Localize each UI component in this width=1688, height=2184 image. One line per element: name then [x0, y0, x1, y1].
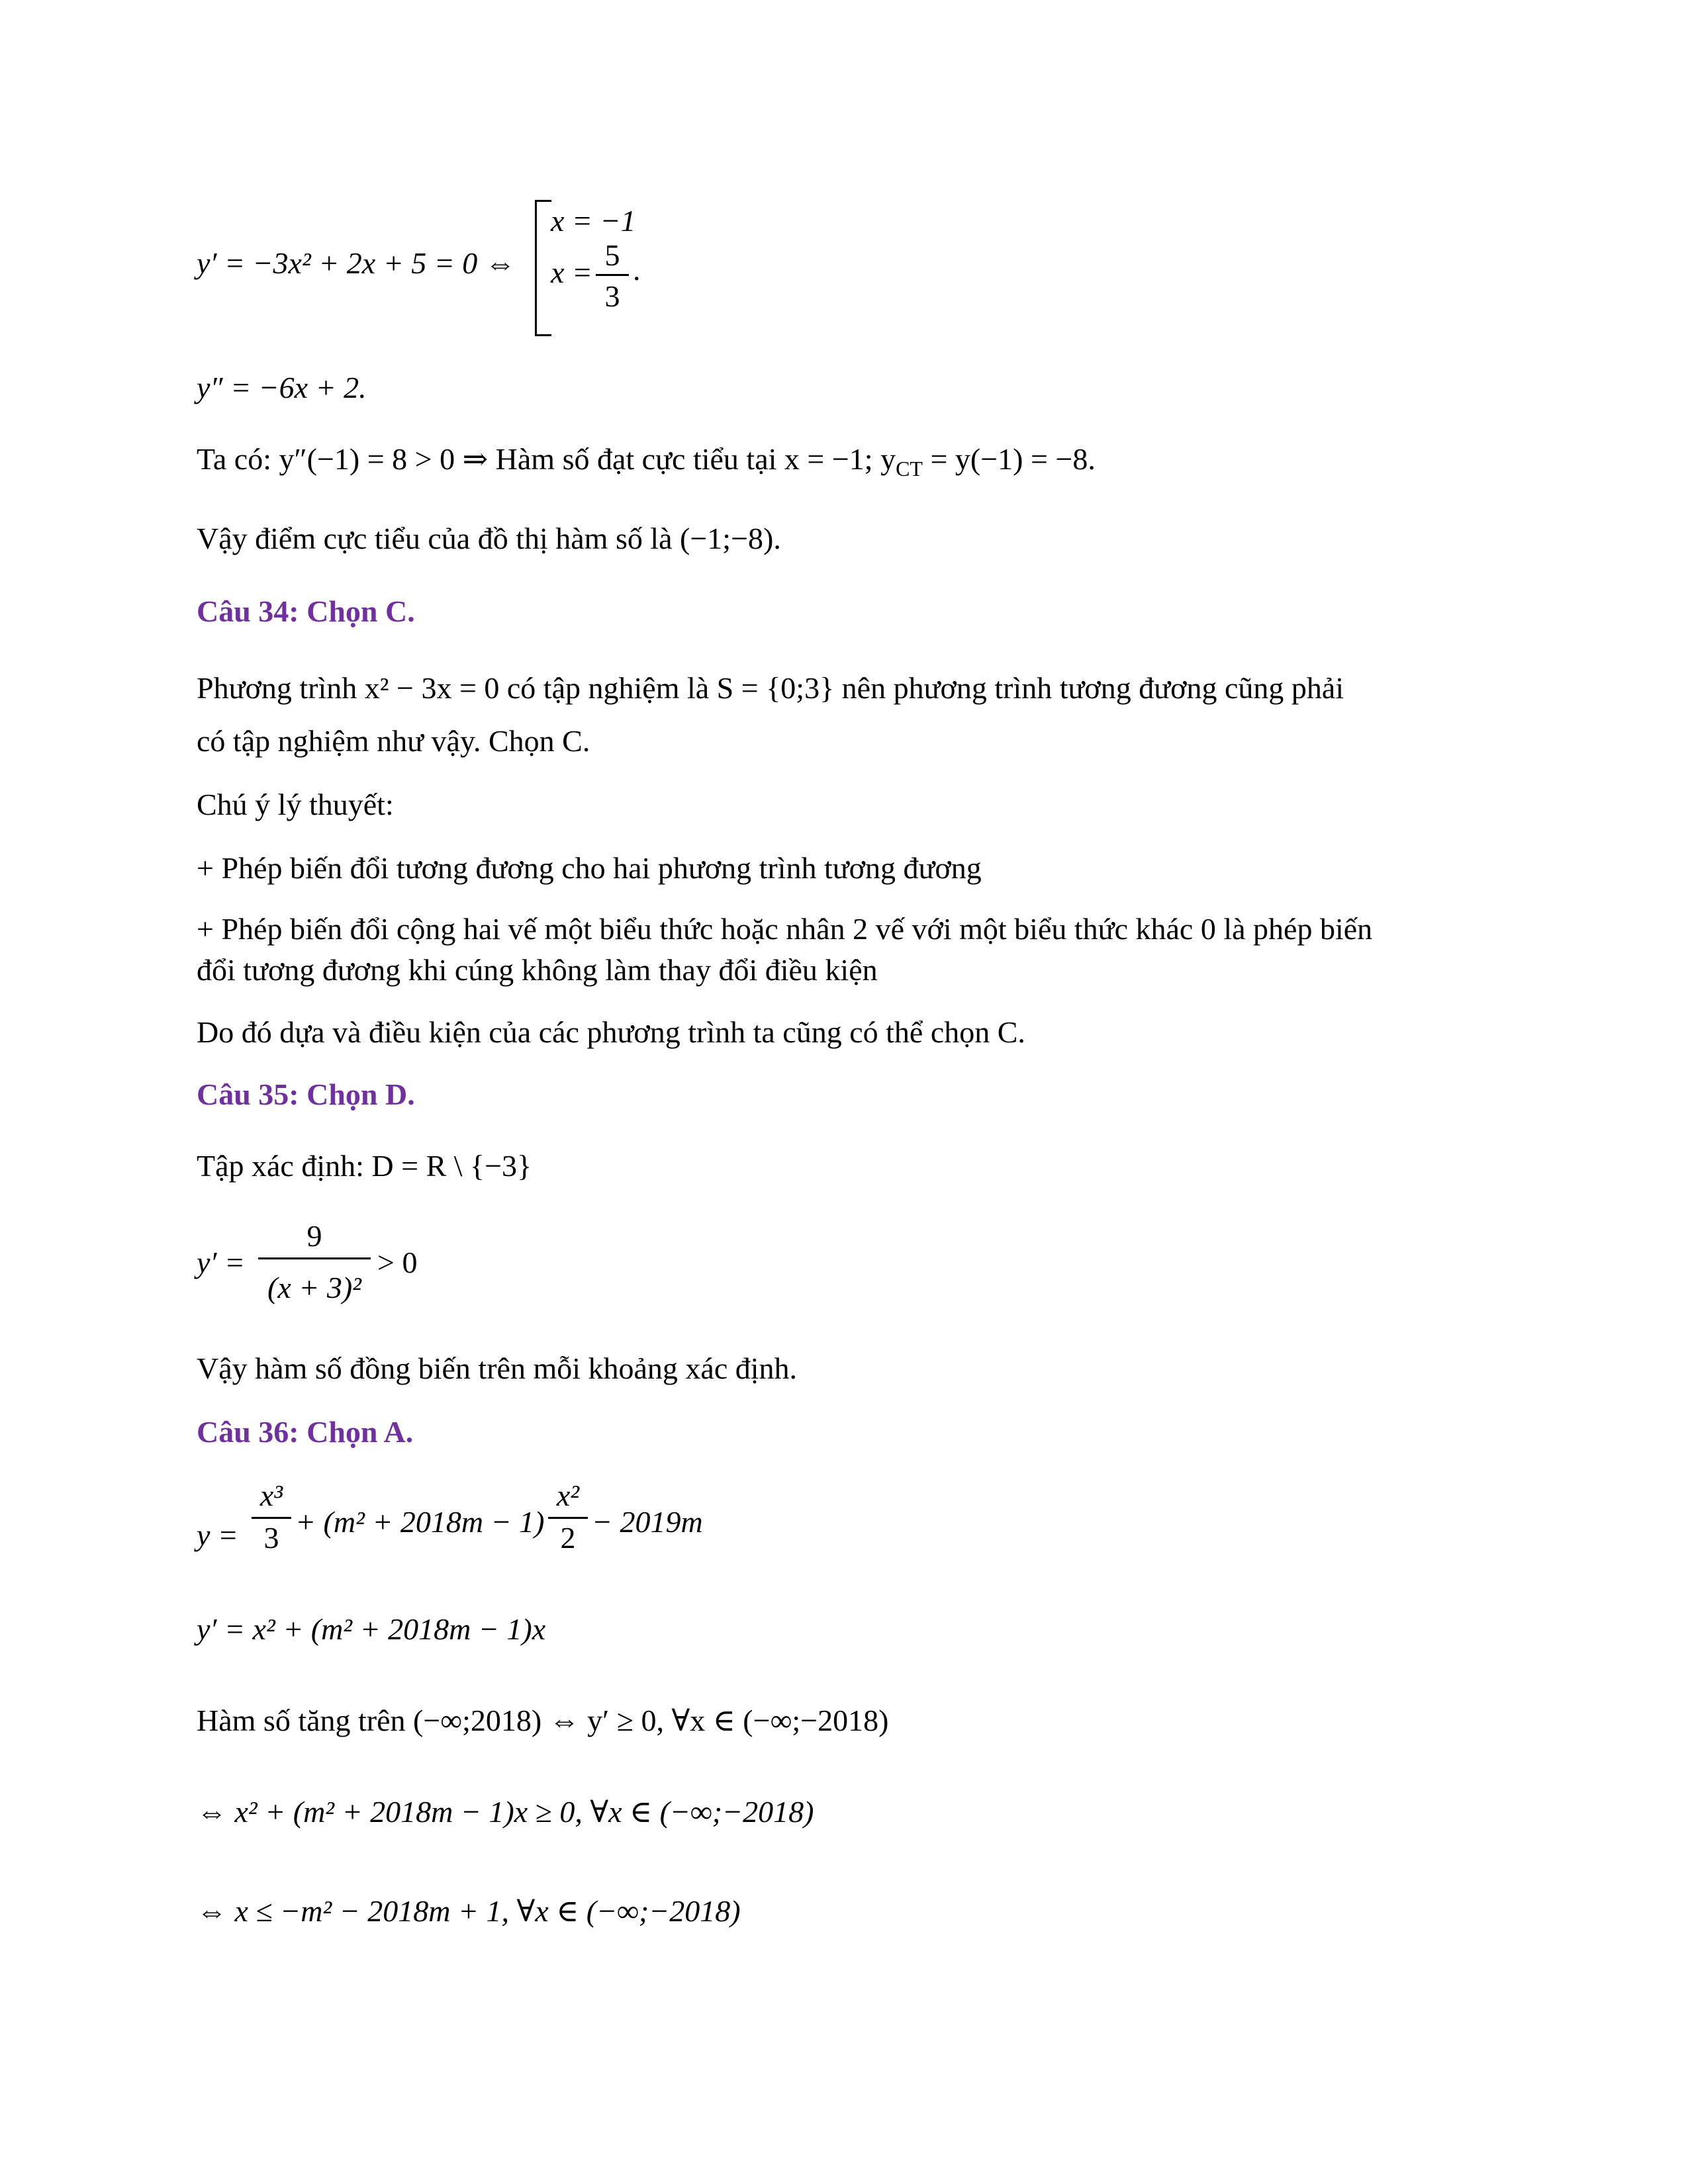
q36-equivalence-2 [197, 1893, 741, 1930]
h36-text: Câu 36: Chọn A. [197, 1415, 414, 1449]
q34-paragraph-2 [197, 723, 590, 760]
p34b-text: có tập nghiệm như vậy. Chọn C. [197, 724, 590, 758]
p36e-text: ⇔ x ≤ −m² − 2018m + 1, ∀x ∈ (−∞;−2018) [197, 1894, 741, 1928]
p36-end-text: − 2019m [592, 1505, 703, 1539]
line3-tail: = y(−1) = −8. [922, 442, 1096, 476]
conclusion-line [197, 520, 781, 557]
eq1-tail-text: . [633, 253, 641, 287]
q36-f2-bar [548, 1517, 588, 1519]
q36-f2-den [548, 1520, 588, 1557]
q36-f1-num [252, 1477, 291, 1514]
line3-sub: CT [896, 457, 923, 481]
q35-rhs [377, 1244, 417, 1281]
q34-note-1 [197, 850, 982, 887]
case-2-num [596, 237, 629, 274]
q35-derivative-lhs [197, 1244, 245, 1281]
q36-f2-num [548, 1477, 588, 1514]
eq1-tail [633, 251, 641, 289]
p36d-text: ⇔ x² + (m² + 2018m − 1)x ≥ 0, ∀x ∈ (−∞;−2018) [197, 1795, 814, 1829]
q36-y-lhs [197, 1517, 238, 1554]
p35-den-text: (x + 3)² [267, 1271, 361, 1304]
q36-end [592, 1504, 703, 1541]
q36-f1-den [252, 1520, 291, 1557]
eq2-text: y″ = −6x + 2. [197, 371, 367, 404]
p35a-text: Tập xác định: D = R \ {−3} [197, 1149, 532, 1183]
p36-f1-num-text: x³ [259, 1479, 283, 1512]
question-34-heading [197, 593, 415, 630]
question-36-heading [197, 1414, 413, 1451]
p35-num-text: 9 [306, 1219, 322, 1253]
line3-text: Ta có: y″(−1) = 8 > 0 ⇒ Hàm số đạt cực tiểu tại x = −1; y [197, 442, 896, 476]
q36-f1-bar [252, 1517, 291, 1519]
p34g-text: Do đó dựa và điều kiện của các phương trình ta cũng có thể chọn C. [197, 1015, 1025, 1049]
case-2-den [596, 278, 629, 315]
q35-denominator [258, 1269, 371, 1306]
q35-conclusion [197, 1350, 797, 1387]
case-1 [551, 203, 636, 240]
line4-text: Vậy điểm cực tiểu của đồ thị hàm số là (−1;−8). [197, 522, 781, 555]
q35-domain [197, 1148, 532, 1185]
q34-note-2b [197, 952, 878, 989]
h34-text: Câu 34: Chọn C. [197, 594, 415, 628]
q36-equivalence-1 [197, 1794, 814, 1831]
case-1-text: x = −1 [551, 204, 636, 238]
minimum-line [197, 441, 1096, 487]
case-2-num-text: 5 [604, 238, 620, 272]
p36c-text: Hàm số tăng trên (−∞;2018) ⇔ y′ ≥ 0, ∀x ∈ (−∞;−2018) [197, 1704, 889, 1737]
q34-note-2a [197, 911, 1372, 948]
p36-f2-den-text: 2 [560, 1521, 576, 1555]
h35-text: Câu 35: Chọn D. [197, 1077, 415, 1111]
second-derivative [197, 369, 367, 406]
eq1-lhs: y′ = −3x² + 2x + 5 = 0 ⇔ [197, 246, 516, 280]
q36-increasing [197, 1702, 888, 1739]
q35-numerator [258, 1218, 371, 1255]
p36-y-text: y = [197, 1518, 238, 1552]
p36b-text: y′ = x² + (m² + 2018m − 1)x [197, 1612, 546, 1646]
q36-middle [295, 1504, 545, 1541]
p35c-text: Vậy hàm số đồng biến trên mỗi khoảng xác định. [197, 1351, 798, 1385]
p34d-text: + Phép biến đổi tương đương cho hai phương trình tương đương [197, 851, 982, 885]
p35-rhs-text: > 0 [377, 1246, 418, 1279]
q34-paragraph-1 [197, 670, 1344, 707]
p34a-text: Phương trình x² − 3x = 0 có tập nghiệm là S = {0;3} nên phương trình tương đương cũng phải [197, 671, 1344, 705]
q34-conclusion [197, 1014, 1025, 1051]
p34e-text: + Phép biến đổi cộng hai vế một biểu thức hoặc nhân 2 vế với một biểu thức khác 0 là phép biến [197, 912, 1373, 946]
q35-fraction-bar [258, 1257, 371, 1259]
p36-mid-text: + (m² + 2018m − 1) [295, 1505, 545, 1539]
case-2-den-text: 3 [604, 279, 620, 313]
derivative-equation [197, 245, 516, 282]
case-2 [551, 254, 592, 291]
p34f-text: đổi tương đương khi cúng không làm thay đổi điều kiện [197, 953, 878, 987]
p36-f2-num-text: x² [556, 1479, 580, 1512]
question-35-heading [197, 1076, 415, 1113]
p36-f1-den-text: 3 [263, 1521, 279, 1555]
q36-derivative [197, 1611, 545, 1648]
p35-lhs-text: y′ = [197, 1246, 246, 1279]
p34c-text: Chú ý lý thuyết: [197, 788, 394, 821]
case-2-fraction-bar [596, 274, 629, 276]
case-2-lhs: x = [551, 255, 592, 289]
case-bracket [535, 200, 551, 336]
q34-note-title [197, 786, 394, 823]
